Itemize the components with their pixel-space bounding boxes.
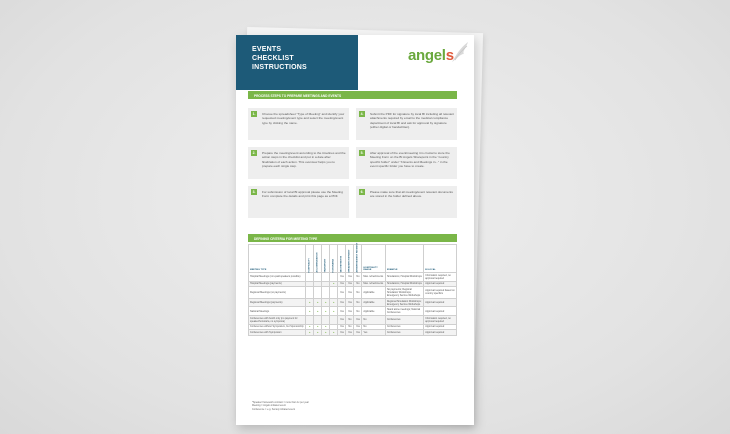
table-cell: [306, 315, 314, 324]
table-cell: Regional Meetings (no payments): [249, 287, 306, 299]
table-cell: ●: [330, 307, 338, 316]
table-cell: Yes: [338, 281, 346, 287]
step-4: [356, 108, 457, 140]
col-transport: TRANSPORT: [322, 245, 330, 273]
step-text: Prepare the meeting/event according to the timelines and the action steps in the checklist and put in a date after finalization of each action. This overview helps you to prepare each single step.: [262, 151, 346, 169]
table-cell: Hospital Meetings (payments): [249, 281, 306, 287]
table-cell: Simulations; Hospital Workshops: [386, 282, 422, 286]
table-cell: Applicable: [362, 287, 386, 299]
table-header-row: [249, 245, 457, 273]
table-cell: Applicable: [362, 307, 386, 316]
wing-icon: [448, 40, 472, 64]
table-cell: ●: [322, 307, 330, 316]
step-number: 4.: [360, 112, 364, 116]
table-row: [249, 273, 457, 282]
table-cell: Information required, no approval required: [424, 273, 457, 282]
step-text: Please make sure that all meeting/event relevant documents are stored in the folder defined above.: [370, 190, 453, 199]
step-5: [356, 147, 457, 179]
table-cell: Conferences without Symposium, but Sponsorship: [249, 324, 306, 330]
table-cell: Approval required: [424, 324, 457, 330]
table-cell: No: [346, 324, 354, 330]
table-cell: ●: [322, 324, 330, 330]
step-1: [248, 108, 349, 140]
col-advertisement-payment: ADVERTISEMENT PAYMENT: [354, 245, 362, 273]
step-text: After approval of the event/meeting it is crucial to store the Meeting Form on the BI Angels Sharepoint in the "country specific folder" under "3 Events and Meetings in..." in the event specific folder you have to create.: [370, 151, 450, 169]
step-6: [356, 186, 457, 218]
table-cell: ●: [306, 307, 314, 316]
footnote: Meeting = Angels initiated event: [252, 404, 286, 408]
table-cell: ●: [322, 298, 330, 307]
angels-logo: angels: [408, 47, 454, 64]
table-cell: No: [354, 273, 362, 282]
table-cell: ●: [306, 298, 314, 307]
table-cell: Yes: [354, 330, 362, 336]
table-cell: National Meetings: [249, 307, 306, 316]
table-cell: [322, 315, 330, 324]
table-cell: Yes: [338, 324, 346, 330]
table-cell: Yes: [354, 324, 362, 330]
step-number: 2.: [252, 151, 256, 155]
step-text: For submission of local BI approval please use the Meeting Form complete the details and print this page as a PDF.: [262, 190, 343, 199]
table-cell: Yes: [338, 287, 346, 299]
step-2: [248, 147, 349, 179]
table-cell: ●: [306, 324, 314, 330]
table-cell: ●: [306, 330, 314, 336]
step-3: [248, 186, 349, 218]
table-cell: [306, 273, 314, 282]
step-number: 6.: [360, 190, 364, 194]
table-cell: Hospital Meetings (non-paid speakers possible): [249, 273, 306, 282]
table-cell: No: [362, 324, 386, 330]
table-cell: Max. refreshments: [362, 273, 386, 282]
table-cell: Conferences: [385, 330, 423, 336]
step-text: Choose the spreadsheet "Type of Meeting" and identify your requested meeting/event type and select the meeting/event type by clicking the name.: [262, 112, 345, 125]
page-title: [252, 45, 307, 72]
criteria-table: [248, 244, 457, 336]
title-line-2: CHECKLIST: [252, 55, 294, 62]
col-honoraria: HONORARIA: [330, 245, 338, 273]
table-cell: Max. refreshments: [362, 281, 386, 287]
table-cell: No: [354, 287, 362, 299]
table-cell: No payments; Regional Simulation Workshops; Emergency Service Workshops: [385, 287, 423, 299]
document-page: [236, 35, 474, 425]
table-cell: ●: [314, 324, 322, 330]
table-row: [249, 287, 457, 299]
table-cell: [314, 287, 322, 299]
table-cell: [322, 273, 330, 282]
col-accommodation: ACCOMMODATION: [314, 245, 322, 273]
footnotes: [252, 401, 309, 411]
table-cell: Yes: [346, 330, 354, 336]
table-cell: Yes: [338, 273, 346, 282]
table-cell: Yes: [354, 315, 362, 324]
col-example: EXAMPLE: [385, 245, 423, 273]
table-cell: Approval required: [424, 281, 457, 287]
step-number: 1.: [252, 112, 256, 116]
header-band: [236, 35, 358, 90]
footnote: Conference = e.g. Society initiated event: [252, 407, 295, 411]
step-number: 3.: [252, 190, 256, 194]
table-cell: [322, 287, 330, 299]
table-cell: [314, 315, 322, 324]
step-text: Submit the PDF for signature by local BI including all relevant attachments required by email to the medical compliance department of local BI and ask for approval by signature (either digital or handwritten).: [370, 112, 454, 130]
table-cell: No: [362, 315, 386, 324]
table-cell: Approval required: [424, 307, 457, 316]
footnote: *Speaker framework contract = more than 1x per year: [252, 401, 309, 404]
table-cell: Regional Simulation Workshops; Emergency Service Workshops: [385, 298, 423, 307]
table-cell: ●: [322, 330, 330, 336]
table-cell: [306, 287, 314, 299]
table-cell: Yes: [338, 315, 346, 324]
section-header-criteria: DEFINING CRITERIA FOR MEETING TYPE: [248, 234, 457, 242]
table-cell: Yes: [338, 298, 346, 307]
table-cell: ●: [314, 307, 322, 316]
col-meeting-type: MEETING TYPE: [249, 245, 306, 273]
table-cell: Conferences: [385, 315, 423, 324]
title-line-1: EVENTS: [252, 46, 282, 53]
table-cell: ●: [330, 298, 338, 307]
section-header-process: PROCESS STEPS TO PREPARE MEETINGS AND EVENTS: [248, 91, 457, 99]
table-cell: [314, 273, 322, 282]
table-cell: Information required, no approval required: [424, 315, 457, 324]
table-cell: ●: [314, 298, 322, 307]
table-cell: Yes: [346, 273, 354, 282]
table-cell: Conferences with Symposium: [249, 330, 306, 336]
table-cell: Yes: [346, 298, 354, 307]
table-cell: Approval required based on country specifics: [424, 287, 457, 299]
table-cell: ●: [330, 281, 338, 287]
table-cell: No: [354, 307, 362, 316]
table-cell: [330, 315, 338, 324]
table-cell: Stand alone meetings; National Conferences: [385, 307, 423, 316]
table-cell: Yes: [338, 330, 346, 336]
table-cell: Yes: [346, 307, 354, 316]
col-tax-payments: TAX PAYMENTS: [338, 245, 346, 273]
table-cell: [330, 273, 338, 282]
title-line-3: INSTRUCTIONS: [252, 64, 307, 71]
table-cell: Yes: [346, 287, 354, 299]
table-cell: Approval required: [424, 330, 457, 336]
table-cell: Approval required: [424, 298, 457, 307]
table-row: [249, 307, 457, 316]
table-cell: Regional Meetings (payments): [249, 298, 306, 307]
table-cell: Yes: [338, 307, 346, 316]
table-cell: ●: [314, 330, 322, 336]
table-row: [249, 330, 457, 336]
step-number: 5.: [360, 151, 364, 155]
table-cell: No: [354, 281, 362, 287]
table-row: [249, 315, 457, 324]
table-row: [249, 298, 457, 307]
col-hospitality: HOSPITALITY: [306, 245, 314, 273]
table-cell: No: [346, 315, 354, 324]
col-hospitality-range: HOSPITALITY RANGE: [362, 245, 386, 273]
table-cell: Yes: [346, 281, 354, 287]
table-cell: Conferences with booth only (no payment for speaker/honoraria, no symposia): [249, 315, 306, 324]
table-cell: [330, 287, 338, 299]
table-cell: Conferences: [385, 324, 423, 330]
table-cell: Applicable: [362, 298, 386, 307]
col-bi-local: BI LOCAL: [424, 245, 457, 273]
table-cell: No: [354, 298, 362, 307]
col-speakers-payment: SPEAKERS PAYMENT: [346, 245, 354, 273]
table-cell: ●: [330, 330, 338, 336]
table-cell: Yes: [362, 330, 386, 336]
table-cell: Simulations; Hospital Workshops: [385, 273, 423, 282]
